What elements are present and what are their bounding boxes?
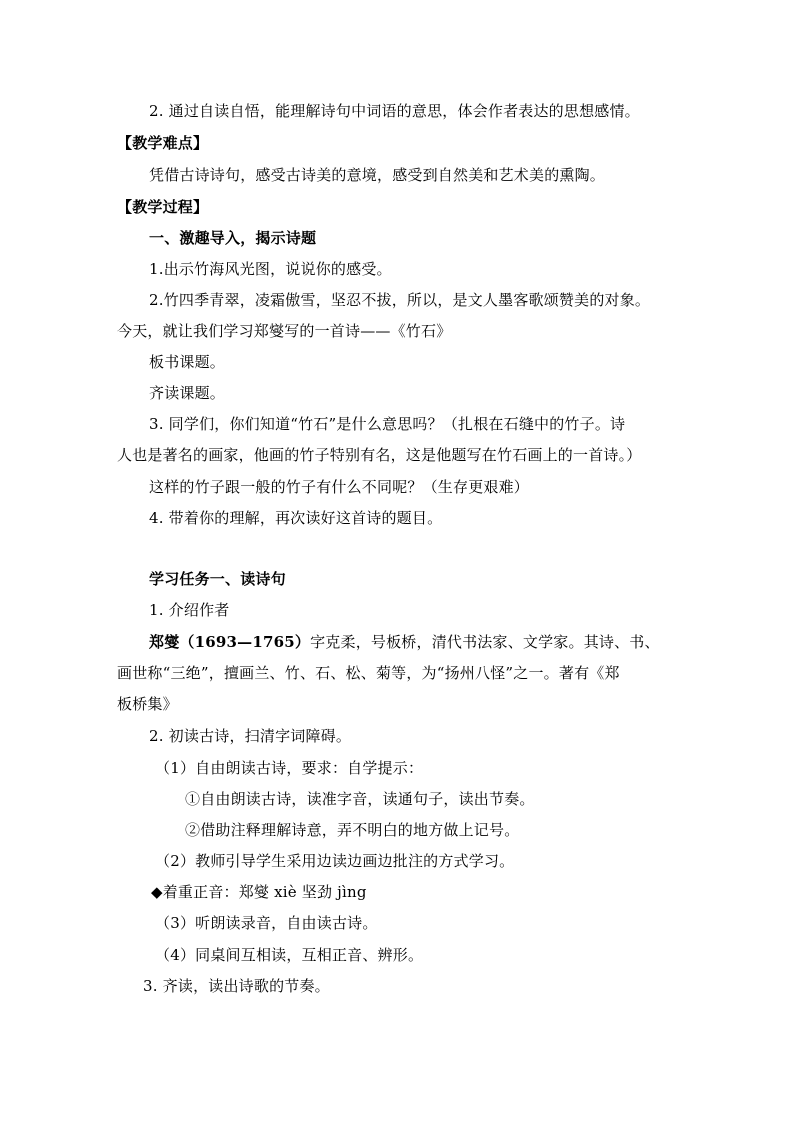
step-1-4: 4. 带着你的理解，再次读好这首诗的题目。 [149, 509, 443, 527]
author-years: （1693—1765） [179, 633, 311, 651]
read-title: 齐读课题。 [149, 384, 226, 402]
board-title: 板书课题。 [149, 353, 226, 371]
step-t1-2-2: （2）教师引导学生采用边读边画边批注的方式学习。 [155, 852, 515, 870]
author-intro-line2: 画世称“三绝”，擅画兰、竹、石、松、菊等，为“扬州八怪”之一。著有《郑 [117, 664, 620, 682]
step-1-2-line2: 今天，就让我们学习郑燮写的一首诗——《竹石》 [117, 322, 452, 340]
step-t1-2-1: （1）自由朗读古诗，要求：自学提示： [155, 759, 424, 777]
step-t1-2-4: （4）同桌间互相读，互相正音、辨形。 [155, 946, 424, 964]
step-1-3-line3: 这样的竹子跟一般的竹子有什么不同呢？（生存更艰难） [149, 478, 530, 496]
step-t1-2-3: （3）听朗读录音，自由读古诗。 [155, 914, 378, 932]
step-t1-2-1-a: ①自由朗读古诗，读准字音，读通句子，读出节奏。 [185, 790, 535, 808]
process-heading: 【教学过程】 [117, 198, 209, 216]
step-t1-1: 1. 介绍作者 [149, 601, 230, 619]
step-t1-3: 3. 齐读，读出诗歌的节奏。 [143, 977, 330, 995]
author-intro-line1 [149, 632, 660, 652]
difficulty-heading: 【教学难点】 [117, 134, 209, 152]
step-t1-2: 2. 初读古诗，扫清字词障碍。 [149, 727, 352, 745]
step-1-3-line1: 3. 同学们，你们知道“竹石”是什么意思吗？（扎根在石缝中的竹子。诗 [149, 415, 626, 433]
part1-heading: 一、激趣导入，揭示诗题 [149, 229, 317, 247]
step-1-1: 1.出示竹海风光图，说说你的感受。 [149, 260, 392, 278]
step-1-2-line1: 2.竹四季青翠，凌霜傲雪，坚忍不拔，所以，是文人墨客歌颂赞美的对象。 [149, 291, 651, 309]
teaching-goal-2: 2. 通过自读自悟，能理解诗句中词语的意思，体会作者表达的思想感情。 [149, 102, 640, 120]
step-1-3-line2: 人也是著名的画家，他画的竹子特别有名，这是他题写在竹石画上的一首诗。） [117, 446, 642, 464]
step-t1-2-1-b: ②借助注释理解诗意，弄不明白的地方做上记号。 [185, 821, 520, 839]
author-intro-text: 字克柔，号板桥，清代书法家、文学家。其诗、书、 [310, 633, 660, 651]
task1-heading: 学习任务一、读诗句 [149, 570, 286, 588]
author-intro-line3: 板桥集》 [117, 695, 178, 713]
pronunciation-note: ◆着重正音：郑燮 xiè 坚劲 jìng [151, 883, 367, 901]
difficulty-text: 凭借古诗诗句，感受古诗美的意境，感受到自然美和艺术美的熏陶。 [149, 166, 606, 184]
author-name: 郑燮 [149, 633, 180, 651]
